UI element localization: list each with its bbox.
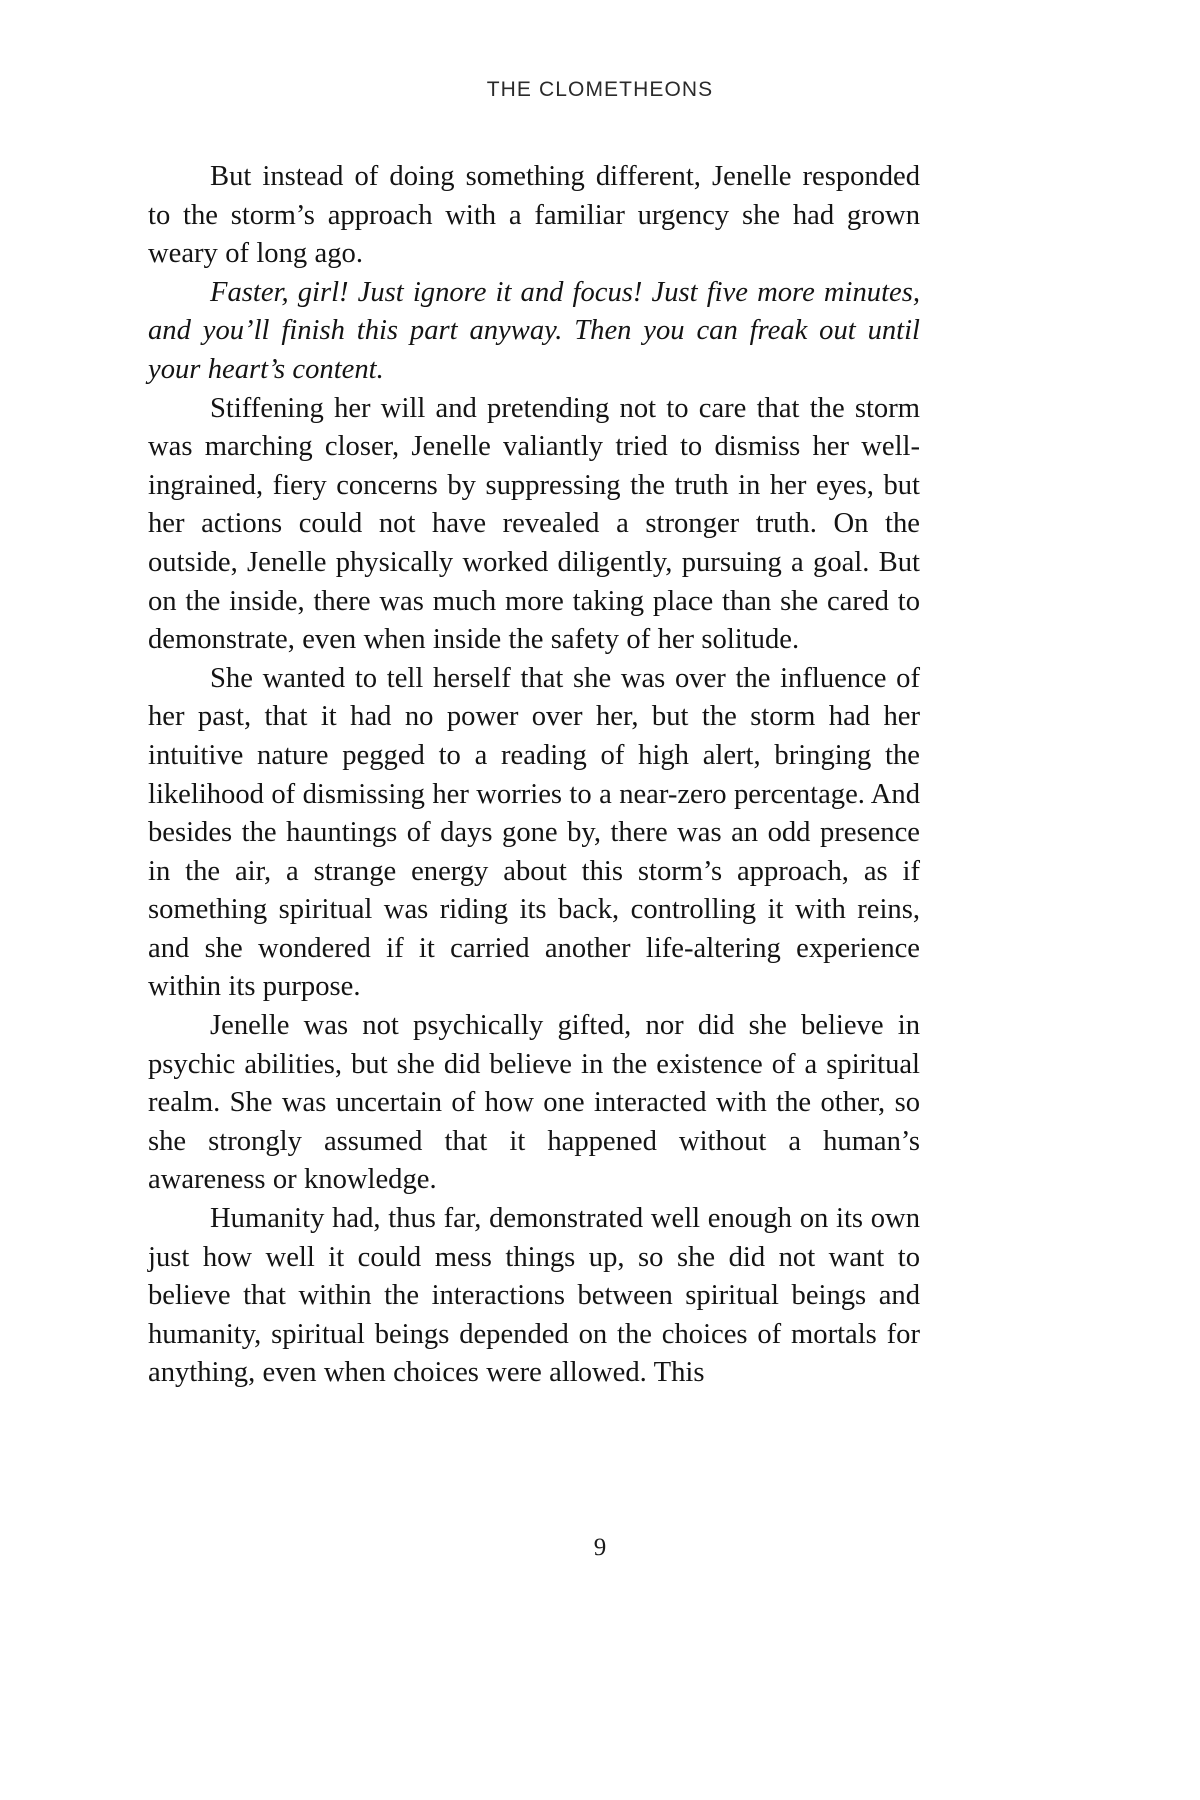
- paragraph: Humanity had, thus far, demonstrated well enough on its own just how well it could mess things up, so she did not want to believe that within the interactions between spiritual beings and humanity, spiritual beings depended on the choices of mortals for anything, even when choices were allowed. This: [148, 1203, 920, 1389]
- paragraph: Stiffening her will and pretending not to care that the storm was marching closer, Jenelle valiantly tried to dismiss her well-ingrained, fiery concerns by suppressing the truth in her eyes, but her actions could not have revealed a stronger truth. On the outside, Jenelle physically worked diligently, pursuing a goal. But on the inside, there was much more taking place than she cared to demonstrate, even when inside the safety of her solitude.: [148, 392, 920, 656]
- running-head: THE CLOMETHEONS: [486, 78, 714, 101]
- paragraph: She wanted to tell herself that she was over the influence of her past, that it had no power over her, but the storm had her intuitive nature pegged to a reading of high alert, bringing the likelihood of dismissing her worries to a near-zero percentage. And besides the hauntings of days gone by, there was an odd presence in the air, a strange energy about this storm’s approach, as if something spiritual was riding its back, controlling it with reins, and she wondered if it carried another life-altering experience within its purpose.: [148, 662, 920, 1003]
- page-number: 9: [593, 1534, 607, 1561]
- paragraph-italic: Faster, girl! Just ignore it and focus! Just five more minutes, and you’ll finish this part anyway. Then you can freak out until your heart’s content.: [148, 276, 920, 385]
- body-text-column: [148, 158, 920, 1393]
- paragraph: Jenelle was not psychically gifted, nor did she believe in psychic abilities, but she did believe in the existence of a spiritual realm. She was uncertain of how one interacted with the other, so she strongly assumed that it happened without a human’s awareness or knowledge.: [148, 1010, 920, 1196]
- paragraph: But instead of doing something different, Jenelle responded to the storm’s approach with a familiar urgency she had grown weary of long ago.: [148, 161, 920, 270]
